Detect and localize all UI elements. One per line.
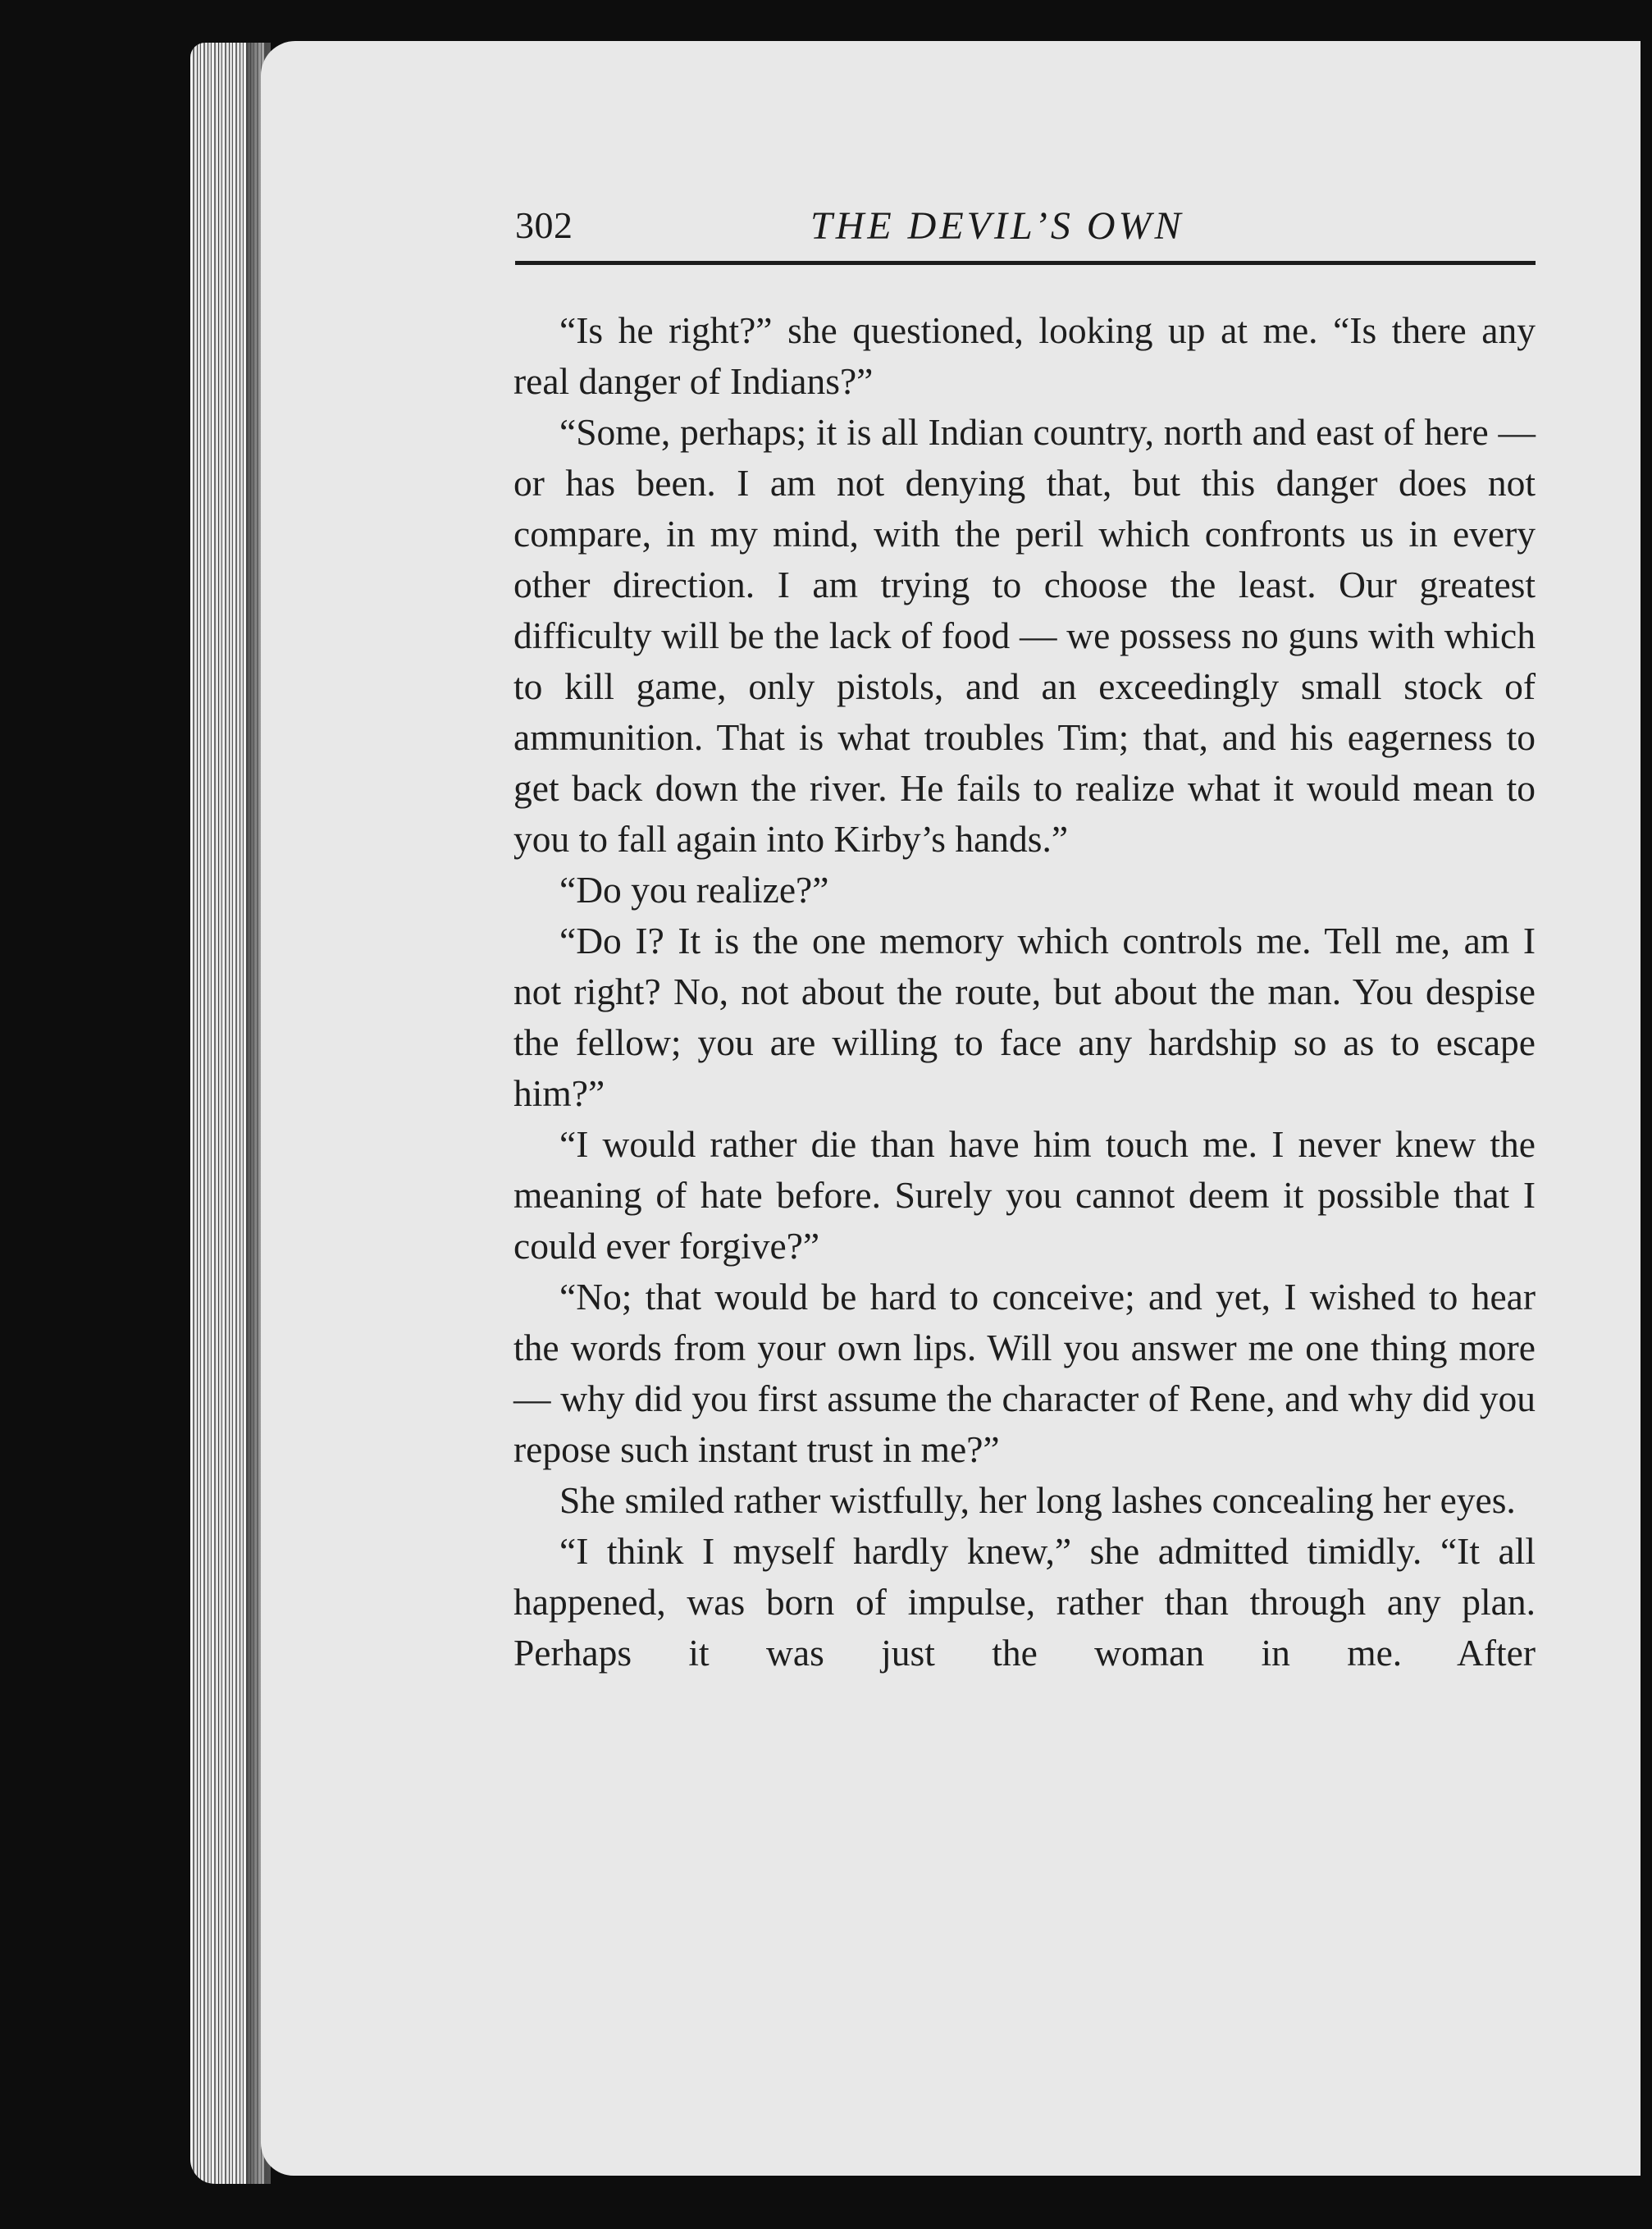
paragraph: “No; that would be hard to conceive; and yet, I wished to hear the words from your own lips. Will you answer me one thing more — why did you first assume the character of Rene, and why did you repose such instant trust in me?” — [513, 1276, 1536, 1470]
paragraph: She smiled rather wistfully, her long lashes concealing her eyes. — [559, 1479, 1516, 1521]
paragraph: “I would rather die than have him touch me. I never knew the meaning of hate before. Surely you cannot deem it possible that I could ever forgive?” — [513, 1123, 1536, 1267]
paragraph: “Do you realize?” — [559, 869, 829, 911]
running-head — [515, 203, 1536, 261]
body-text — [513, 305, 1536, 1679]
paragraph: “I think I myself hardly knew,” she admitted timidly. “It all happened, was born of impulse, rather than through any plan. Perhaps it was just the woman in me. After — [513, 1530, 1536, 1674]
paragraph: “Some, perhaps; it is all Indian country, north and east of here — or has been. I am not denying that, but this danger does not compare, in my mind, with the peril which confronts us in every other direction. I am trying to choose the least. Our greatest difficulty will be the lack of food — we possess no guns with which to kill game, only pistols, and an exceedingly small stock of ammunition. That is what troubles Tim; that, and his eagerness to get back down the river. He fails to realize what it would mean to you to fall again into Kirby’s hands.” — [513, 411, 1536, 860]
header-rule — [515, 261, 1536, 265]
page-number: 302 — [515, 204, 573, 246]
book-title: THE DEVIL’S OWN — [810, 204, 1184, 248]
paragraph: “Do I? It is the one memory which controls me. Tell me, am I not right? No, not about the route, but about the man. You despise the fellow; you are willing to face any hardship so as to escape him?” — [513, 920, 1536, 1114]
paragraph: “Is he right?” she questioned, looking up at me. “Is there any real danger of Indians?” — [513, 309, 1536, 402]
